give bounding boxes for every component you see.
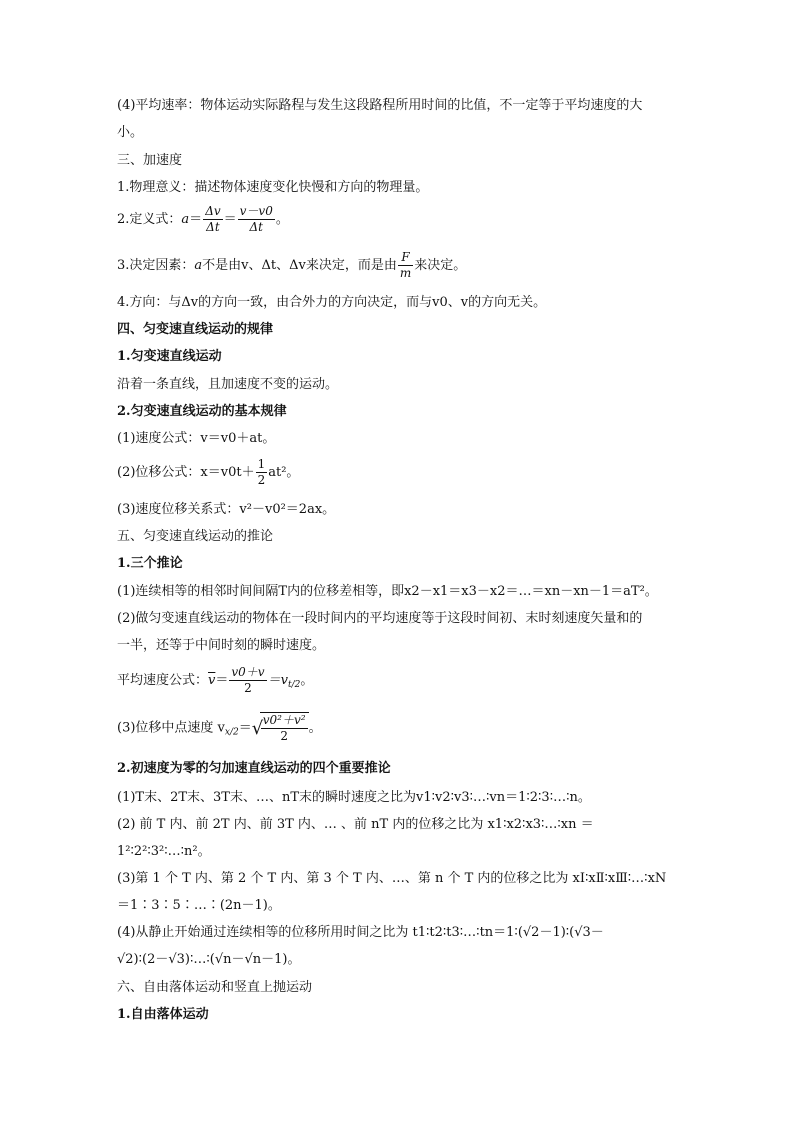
text-line: (1)T末、2T末、3T末、…、nT末的瞬时速度之比为v1∶v2∶v3∶…∶vn＝1∶2∶3∶…∶n。 (117, 790, 591, 805)
math-var: a (194, 258, 203, 273)
text-fragment: 平均速度公式： (117, 673, 209, 688)
formula-line (117, 204, 289, 235)
section-heading: 五、匀变速直线运动的推论 (117, 529, 274, 544)
section-heading: 六、自由落体运动和竖直上抛运动 (117, 980, 313, 995)
text-line: 1²∶2²∶3²∶…∶n²。 (117, 844, 211, 859)
fraction-denominator: Δt (249, 220, 263, 234)
radical-sign-icon: √ (251, 718, 264, 739)
formula-line (117, 665, 313, 696)
text-fragment: 来决定。 (414, 258, 467, 273)
formula-line (117, 457, 299, 488)
text-line: (1)连续相等的相邻时间间隔T内的位移差相等，即x2－x1＝x3－x2＝…＝xn－xn－1＝aT²。 (117, 584, 658, 599)
text-line: (4)从静止开始通过连续相等的位移所用时间之比为 t1∶t2∶t3∶…∶tn＝1∶(√2－1)∶(√3－ (117, 925, 604, 940)
text-fragment: 。 (275, 212, 289, 227)
sub-heading: 2.匀变速直线运动的基本规律 (117, 404, 287, 419)
text-line: 沿着一条直线，且加速度不变的运动。 (117, 377, 339, 392)
text-line: 一半，还等于中间时刻的瞬时速度。 (117, 638, 326, 653)
fraction (398, 250, 413, 281)
text-line: (2) 前 T 内、前 2T 内、前 3T 内、… 、前 nT 内的位移之比为 x1∶x2∶x3∶…∶xn ＝ (117, 817, 594, 832)
fraction-denominator: 2 (257, 473, 266, 487)
text-line: (3)速度位移关系式：v²－v0²＝2ax。 (117, 502, 336, 517)
math-var: a (181, 212, 190, 227)
fraction-numerator: Δv (205, 204, 221, 218)
fraction (229, 665, 266, 696)
fraction (203, 204, 222, 235)
formula-line (117, 712, 322, 744)
math-var: $\overline{v}$ (208, 673, 216, 688)
section-heading: 三、加速度 (117, 153, 183, 168)
fraction-denominator: 2 (280, 729, 288, 743)
sub-heading: 1.匀变速直线运动 (117, 349, 222, 364)
text-line: 4.方向：与Δv的方向一致，由合外力的方向决定，而与v0、v的方向无关。 (117, 295, 547, 310)
text-line: √2)∶(2－√3)∶…∶(√n－√n－1)。 (117, 952, 301, 967)
formula-line (117, 250, 466, 281)
text-line: (3)第 1 个 T 内、第 2 个 T 内、第 3 个 T 内、…、第 n 个 T 内的位移之比为 xⅠ∶xⅡ∶xⅢ∶…∶xN (117, 871, 667, 886)
fraction-numerator: v－v0 (239, 204, 273, 218)
text-fragment: 。 (308, 720, 322, 736)
text-fragment: ＝ (238, 720, 252, 736)
fraction (256, 457, 268, 488)
text-fragment: 。 (300, 673, 314, 688)
fraction (261, 713, 308, 744)
text-line: 小。 (117, 125, 144, 140)
fraction-numerator: v0²＋v² (262, 713, 306, 727)
text-fragment: (2)位移公式：x＝v0t＋ (117, 465, 255, 480)
text-fragment: ＝ (215, 673, 229, 688)
fraction-denominator: Δt (206, 220, 220, 234)
text-line: (2)做匀变速直线运动的物体在一段时间内的平均速度等于这段时间初、末时刻速度矢量和的 (117, 611, 643, 626)
sub-heading: 1.自由落体运动 (117, 1007, 209, 1022)
text-fragment: 不是由v、Δt、Δv来决定，而是由 (202, 258, 397, 273)
text-fragment: (3)位移中点速度 v (117, 720, 225, 736)
text-fragment: 3.决定因素： (117, 258, 195, 273)
fraction-numerator: v0＋v (231, 665, 265, 679)
text-fragment: ＝ (189, 212, 203, 227)
fraction (238, 204, 275, 235)
text-fragment: ＝v (267, 673, 288, 688)
subscript: t/2 (287, 680, 301, 690)
sub-heading: 1.三个推论 (117, 556, 183, 571)
text-fragment: 2.定义式： (117, 212, 182, 227)
text-fragment: at²。 (268, 465, 300, 480)
section-heading: 四、匀变速直线运动的规律 (117, 322, 274, 337)
text-line: (1)速度公式：v＝v0＋at。 (117, 431, 276, 446)
fraction-denominator: 2 (244, 681, 252, 695)
square-root (252, 712, 309, 744)
fraction-denominator: m (399, 266, 412, 280)
text-line: (4)平均速率：物体运动实际路程与发生这段路程所用时间的比值，不一定等于平均速度的大 (117, 98, 643, 113)
text-line: ＝1∶3∶5∶…∶(2n－1)。 (117, 898, 281, 913)
sub-heading: 2.初速度为零的匀加速直线运动的四个重要推论 (117, 761, 391, 776)
text-fragment: ＝ (223, 212, 237, 227)
fraction-numerator: F (398, 250, 413, 266)
fraction-numerator: 1 (257, 457, 266, 471)
text-line: 1.物理意义：描述物体速度变化快慢和方向的物理量。 (117, 180, 429, 195)
radicand (260, 712, 309, 744)
subscript: x/2 (224, 727, 239, 738)
